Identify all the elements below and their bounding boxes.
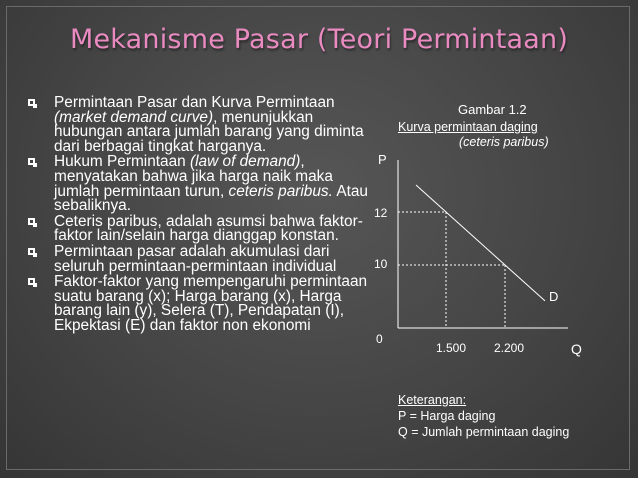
origin-label: 0 xyxy=(376,332,383,346)
bullet-text: (law of demand) xyxy=(190,153,301,171)
y-tick-label: 10 xyxy=(374,257,388,271)
bullet-text: ceteris paribus. xyxy=(228,182,333,200)
bullet-text: , menyatakan bahwa jika harga naik maka jumlah permintaan turun, xyxy=(54,153,333,200)
demand-curve-line xyxy=(416,185,545,301)
series-label-d: D xyxy=(549,289,559,304)
legend-line: P = Harga daging xyxy=(398,409,496,423)
y-tick-label: 12 xyxy=(374,206,388,220)
bullet-text: Faktor-faktor yang mempengaruhi permintaan suatu barang (x); Harga barang (x), Harga barang lain (y), Selera (T), Pendapatan (I), Ekpektasi (E) dan faktor non ekonomi xyxy=(54,273,368,334)
bullet-text: Ceteris paribus, adalah asumsi bahwa faktor-faktor lain/selain harga dianggap konstan. xyxy=(54,212,363,245)
figure-subtitle: Kurva permintaan daging xyxy=(398,120,538,134)
bullet-text: Permintaan pasar adalah akumulasi dari seluruh permintaan-permintaan individual xyxy=(54,242,337,275)
bullet-text: (market demand curve) xyxy=(54,108,214,126)
legend-box xyxy=(398,392,569,440)
bullet-text: , menunjukkan hubungan antara jumlah barang yang diminta dari berbagai tingkat harganya. xyxy=(54,108,364,155)
bullet-text: Permintaan Pasar dan Kurva Permintaan xyxy=(54,94,335,111)
legend-line: Q = Jumlah permintaan daging xyxy=(398,425,570,439)
x-axis-label: Q xyxy=(571,341,582,357)
bullet-text: Atau sebaliknya. xyxy=(54,182,368,215)
figure-caption: Gambar 1.2 xyxy=(458,102,527,117)
figure-subtitle-ceteris: (ceteris paribus) xyxy=(459,135,549,149)
slide-title: Mekanisme Pasar (Teori Permintaan) xyxy=(70,24,569,55)
x-tick-label: 2.200 xyxy=(494,341,525,355)
bullet-text: Hukum Permintaan xyxy=(54,153,191,171)
legend-heading: Keterangan: xyxy=(398,393,467,407)
x-tick-label: 1.500 xyxy=(436,341,467,355)
y-axis-label: P xyxy=(378,152,387,167)
